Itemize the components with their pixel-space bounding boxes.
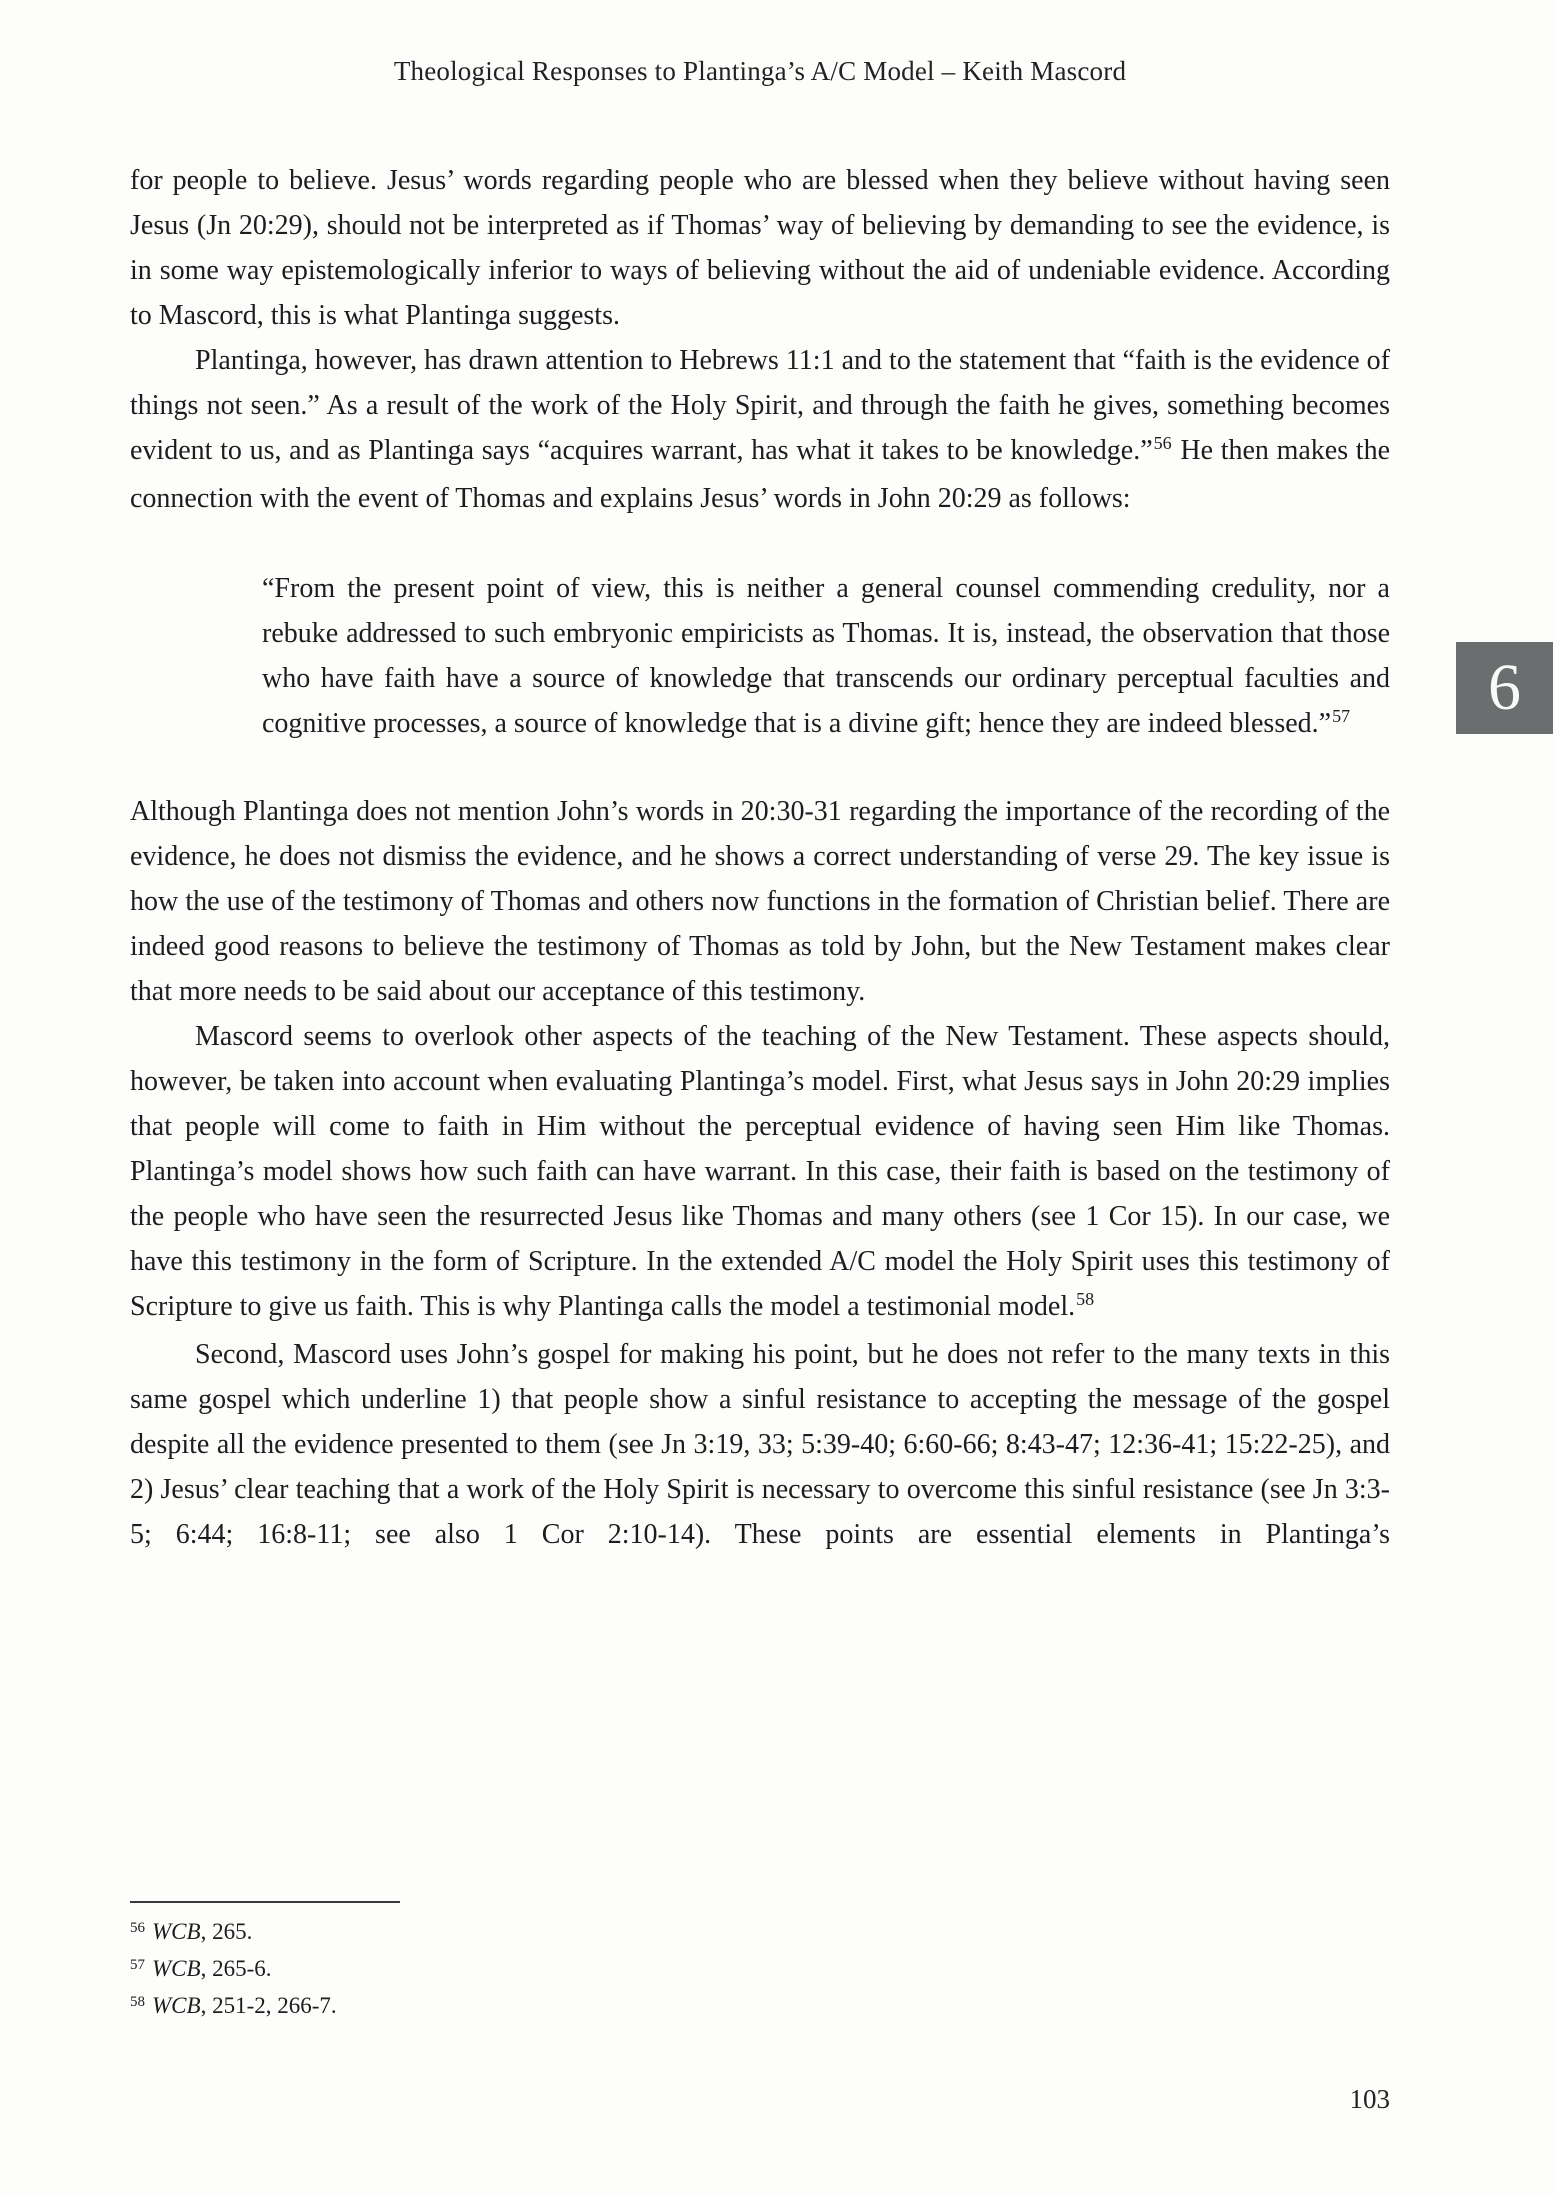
footnote-work-title: WCB [152,1993,201,2018]
paragraph-text: Mascord seems to overlook other aspects of the teaching of the New Testament. These aspects should, however, be taken into account when evaluating Plantinga’s model. First, what Jesus says in John 20:29 implies that people will come to faith in Him without the perceptual evidence of having seen Him like Thomas. Plantinga’s model shows how such faith can have warrant. In this case, their faith is based on the testimony of the people who have seen the resurrected Jesus like Thomas and many others (see 1 Cor 15). In our case, we have this testimony in the form of Scripture. In the extended A/C model the Holy Spirit uses this testimony of Scripture to give us faith. This is why Plantinga calls the model a testimonial model. [130,1021,1390,1322]
footnote-separator [130,1901,400,1903]
footnote [130,1952,1390,1989]
footnote-work-title: WCB [152,1919,201,1944]
paragraph-text: Although Plantinga does not mention John’s words in 20:30-31 regarding the importance of the recording of the evidence, he does not dismiss the evidence, and he shows a correct understanding of verse 29. The key issue is how the use of the testimony of Thomas and others now functions in the formation of Christian belief. There are indeed good reasons to believe the testimony of Thomas as told by John, but the New Testament makes clear that more needs to be said about our acceptance of this testimony. [130,796,1390,1007]
block-quote [262,566,1390,749]
paragraph [130,789,1390,1014]
paragraph [130,338,1390,521]
paragraph-text: Plantinga, however, has drawn attention to Hebrews 11:1 and to the statement that “faith is the evidence of things not seen.” As a result of the work of the Holy Spirit, and through the faith he gives, something becomes evident to us, and as Plantinga says “acquires warrant, has what it takes to be knowledge.” [130,345,1390,466]
chapter-tab [1456,642,1553,734]
page-number: 103 [1349,2084,1390,2114]
footnote-detail: , 265-6. [200,1956,272,1981]
footnote-work-title: WCB [152,1956,201,1981]
footnotes [130,1901,1390,2026]
paragraph-text: for people to believe. Jesus’ words regarding people who are blessed when they believe without having seen Jesus (Jn 20:29), should not be interpreted as if Thomas’ way of believing by demanding to see the evidence, is in some way epistemologically inferior to ways of believing without the aid of undeniable evidence. According to Mascord, this is what Plantinga suggests. [130,165,1390,331]
footnote [130,1915,1390,1952]
footnote-ref-56: 56 [1153,433,1172,453]
paragraph-continuation [130,158,1390,338]
chapter-number: 6 [1488,651,1521,724]
running-header: Theological Responses to Plantinga’s A/C Model – Keith Mascord [393,56,1127,86]
paragraph-text: He then makes the connection with the event of Thomas and explains Jesus’ words in John 20:29 as follows: [130,435,1391,514]
paragraph [130,1014,1390,1332]
footnote-detail: , 265. [200,1919,253,1944]
quote-paragraph [262,566,1390,749]
footnote-marker: 57 [130,1957,145,1973]
footnote-detail: , 251-2, 266-7. [200,1993,337,2018]
body-text [130,158,1390,1557]
footnote-ref-58: 58 [1076,1289,1095,1309]
quote-text: “From the present point of view, this is neither a general counsel commending credulity, nor a rebuke addressed to such embryonic empiricists as Thomas. It is, instead, the observation that those who have faith have a source of knowledge that transcends our ordinary perceptual faculties and cognitive processes, a source of knowledge that is a divine gift; hence they are indeed blessed.” [262,573,1390,739]
footnote [130,1989,1390,2026]
paragraph-text: Second, Mascord uses John’s gospel for making his point, but he does not refer to the many texts in this same gospel which underline 1) that people show a sinful resistance to accepting the message of the gospel despite all the evidence presented to them (see Jn 3:19, 33; 5:39-40; 6:60-66; 8:43-47; 12:36-41; 15:22-25), and 2) Jesus’ clear teaching that a work of the Holy Spirit is necessary to overcome this sinful resistance (see Jn 3:3-5; 6:44; 16:8-11; see also 1 Cor 2:10-14). These points are essential elements in Plantinga’s [130,1339,1390,1550]
footnote-marker: 58 [130,1994,145,2010]
footnote-marker: 56 [130,1920,145,1936]
paragraph [130,1332,1390,1557]
footnote-ref-57: 57 [1332,706,1351,726]
